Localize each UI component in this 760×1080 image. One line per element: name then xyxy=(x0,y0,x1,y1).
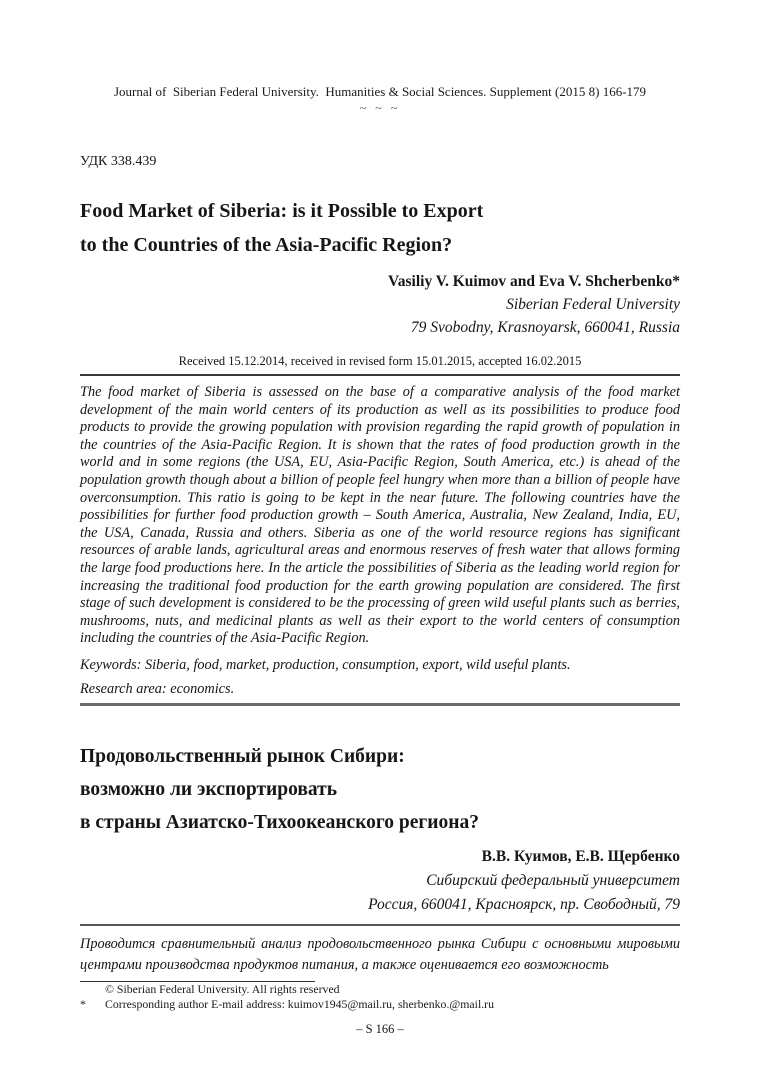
rule-below-received xyxy=(80,374,680,376)
article-title-ru xyxy=(80,740,680,839)
article-title-ru-line1: Продовольственный рынок Сибири: xyxy=(80,745,405,767)
copyright-line xyxy=(80,982,680,998)
article-title-en-line2: to the Countries of the Asia-Pacific Region? xyxy=(80,234,453,256)
tilde-separator: ~ ~ ~ xyxy=(359,101,401,115)
author-names-en: Vasiliy V. Kuimov and Eva V. Shcherbenko* xyxy=(387,273,680,290)
author-names-ru: В.В. Куимов, Е.В. Щербенко xyxy=(481,847,680,865)
authors-block-ru xyxy=(80,845,680,917)
rule-below-authors-ru xyxy=(80,924,680,926)
research-area-line: Research area: economics. xyxy=(80,680,235,697)
footnote-asterisk: * xyxy=(80,997,86,1012)
article-title-ru-line2: возможно ли экспортировать xyxy=(80,778,338,800)
address-en: 79 Svobodny, Krasnoyarsk, 660041, Russia xyxy=(410,319,680,336)
received-dates-line: Received 15.12.2014, received in revised form 15.01.2015, accepted 16.02.2015 xyxy=(178,354,582,368)
article-title-en-line1: Food Market of Siberia: is it Possible to Export xyxy=(80,200,484,222)
affiliation-en: Siberian Federal University xyxy=(506,296,680,313)
affiliation-ru: Сибирский федеральный университет xyxy=(426,871,680,889)
page-number: – S 166 – xyxy=(356,1021,404,1036)
corresponding-author-text: Corresponding author E-mail address: kuimov1945@mail.ru, sherbenko.@mail.ru xyxy=(105,997,494,1012)
rule-below-research-area xyxy=(80,703,680,706)
copyright-indent xyxy=(80,982,105,998)
abstract-en: The food market of Siberia is assessed on the base of a comparative analysis of the food market development of the main world centers of its production as well as its possibilities to produce food products to provide the growing population with provision regarding the rapid growth of population in the countries of the Asia-Pacific Region. It is shown that the rates of food production growth in the world and in some regions (the USA, EU, Asia-Pacific Region, South America, etc.) is ahead of the population growth though about a billion of people feel hungry when more than a billion of people have overconsumption. This ratio is going to be kept in the near future. The following countries have the possibilities for further food production growth – South America, Australia, New Zealand, India, EU, the USA, Canada, Russia and others. Siberia as one of the world resource regions has significant resources of arable lands, agricultural areas and enormous reserves of fresh water that allows forming the large food productions here. In the article the possibilities of Siberia as the leading world region for increasing the traditional food production for the earth growing population are considered. The first stage of such development is considered to be the processing of green wild useful plants such as berries, mushrooms, nuts, and medicinal plants as well as their export to the world centers of consumption including the countries of the Asia-Pacific Region. xyxy=(80,384,680,647)
journal-header-line: Journal of Siberian Federal University. Humanities & Social Sciences. Supplement (2015 8) 166-179 xyxy=(113,84,647,99)
corresponding-author-line xyxy=(80,997,680,1013)
authors-block-en xyxy=(80,270,680,339)
article-title-ru-line3: в страны Азиатско-Тихоокеанского региона? xyxy=(80,811,480,833)
abstract-ru: Проводится сравнительный анализ продовольственного рынка Сибири с основными мировыми центрами производства продуктов питания, а также оценивается его возможность xyxy=(80,935,680,973)
keywords-line: Keywords: Siberia, food, market, production, consumption, export, wild useful plants. xyxy=(80,656,571,673)
address-ru: Россия, 660041, Красноярск, пр. Свободный, 79 xyxy=(368,895,680,913)
udk-number: УДК 338.439 xyxy=(80,154,157,169)
article-title-en xyxy=(80,194,680,262)
copyright-text: © Siberian Federal University. All rights reserved xyxy=(105,981,340,996)
